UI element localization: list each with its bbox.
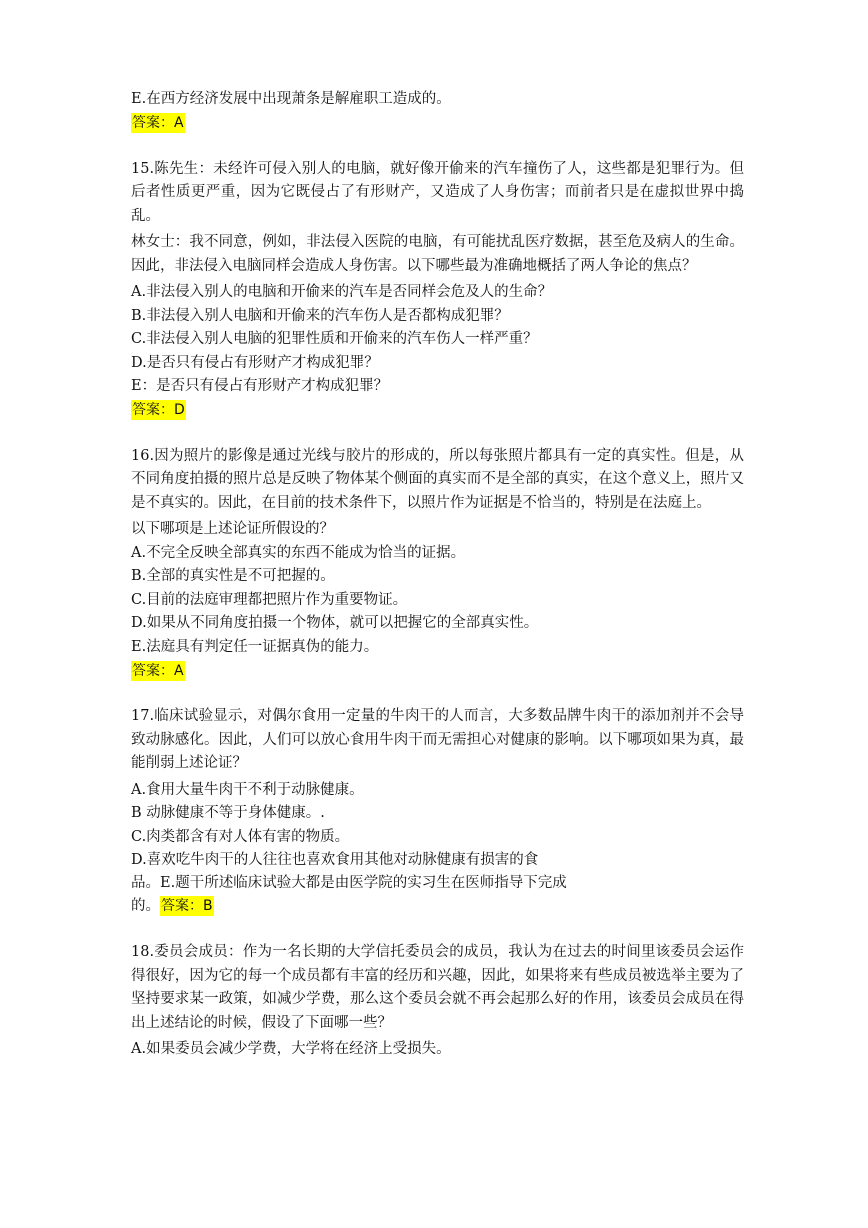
q17-answer: 答案：B — [161, 898, 213, 914]
q15-option-d: D.是否只有侵占有形财产才构成犯罪？ — [131, 354, 379, 371]
spacer — [131, 918, 744, 941]
q15-option-e: E：是否只有侵占有形财产才构成犯罪？ — [131, 378, 389, 394]
q15-option-a: A.非法侵入别人的电脑和开偷来的汽车是否同样会危及人的生命？ — [131, 284, 553, 300]
q15-option-b: B.非法侵入别人电脑和开偷来的汽车伤人是否都构成犯罪？ — [131, 307, 509, 324]
q18-stem: 18.委员会成员：作为一名长期的大学信托委员会的成员，我认为在过去的时间里该委员会运作得很好，因为它的每一个成员都有丰富的经历和兴趣，因此，如果将来有些成员被选举主要为了坚持要求某一政策，如减少学费，那么这个委员会就不再会起那么好的作用，该委员会成员在得出上述结论的时候，假设了下面哪一些？ — [131, 944, 744, 1031]
q17-option-d-tail: 的。 — [131, 898, 160, 914]
spacer — [131, 422, 744, 445]
q16-question: 以下哪项是上述论证所假设的？ — [131, 521, 334, 537]
q15-answer: 答案：D — [132, 402, 185, 418]
q17-option-b: B 动脉健康不等于身体健康。. — [131, 805, 325, 821]
q16-option-c: C.目前的法庭审理都把照片作为重要物证。 — [131, 591, 408, 608]
spacer — [131, 682, 744, 705]
q15-answer-line — [131, 399, 744, 422]
q17-option-a: A.食用大量牛肉干不利于动脉健康。 — [131, 781, 364, 798]
q15-stem-2: 林女士：我不同意，例如，非法侵入医院的电脑，有可能扰乱医疗数据，甚至危及病人的生命。因此，非法侵入电脑同样会造成人身伤害。以下哪些最为准确地概括了两人争论的焦点？ — [131, 234, 744, 274]
q17-option-c: C.肉类都含有对人体有害的物质。 — [131, 828, 350, 845]
q18-option-a: A.如果委员会减少学费，大学将在经济上受损失。 — [131, 1041, 451, 1057]
spacer — [131, 135, 744, 158]
q14-option-e: E.在西方经济发展中出现萧条是解雇职工造成的。 — [131, 91, 451, 107]
q15-option-c: C.非法侵入别人电脑的犯罪性质和开偷来的汽车伤人一样严重？ — [131, 331, 538, 347]
q17-stem: 17.临床试验显示，对偶尔食用一定量的牛肉干的人而言，大多数品牌牛肉干的添加剂并不会导致动脉感化。因此，人们可以放心食用牛肉干而无需担心对健康的影响。以下哪项如果为真，最能削弱上述论证？ — [131, 708, 744, 771]
q17-option-d-line-3 — [131, 895, 744, 918]
document-page — [131, 88, 744, 1062]
q15-stem: 15.陈先生：未经许可侵入别人的电脑，就好像开偷来的汽车撞伤了人，这些都是犯罪行为。但后者性质更严重，因为它既侵占了有形财产，又造成了人身伤害；而前者只是在虚拟世界中捣乱。 — [131, 160, 744, 224]
q16-option-b: B.全部的真实性是不可把握的。 — [131, 568, 335, 584]
q16-stem: 16.因为照片的影像是通过光线与胶片的形成的，所以每张照片都具有一定的真实性。但是，从不同角度拍摄的照片总是反映了物体某个侧面的真实而不是全部的真实，在这个意义上，照片又是不真实的。因此，在目前的技术条件下，以照片作为证据是不恰当的，特别是在法庭上。 — [131, 447, 744, 511]
q16-answer-line — [131, 659, 744, 682]
q14-answer-line — [131, 112, 744, 135]
q16-answer: 答案：A — [132, 662, 184, 679]
q14-answer: 答案：A — [132, 115, 184, 131]
q16-option-a: A.不完全反映全部真实的东西不能成为恰当的证据。 — [131, 544, 466, 561]
q17-option-d-line-2: 品。E.题干所述临床试验大都是由医学院的实习生在医师指导下完成 — [131, 875, 567, 891]
q17-option-d-line-1: D.喜欢吃牛肉干的人往往也喜欢食用其他对动脉健康有损害的食 — [131, 852, 539, 868]
q16-option-e: E.法庭具有判定任一证据真伪的能力。 — [131, 638, 379, 655]
q16-option-d: D.如果从不同角度拍摄一个物体，就可以把握它的全部真实性。 — [131, 615, 539, 631]
